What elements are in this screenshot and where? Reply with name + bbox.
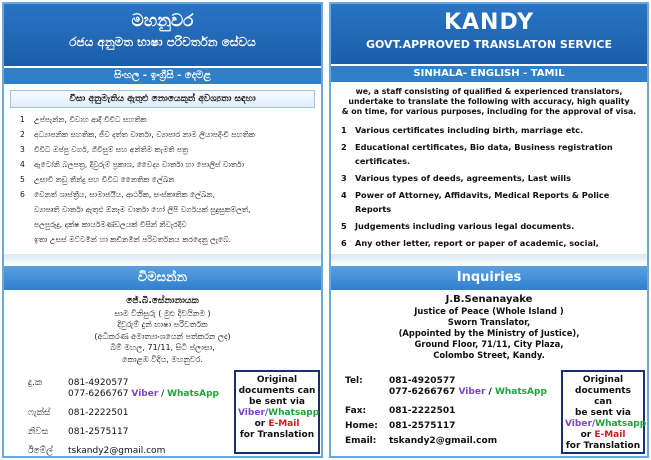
english-contacts: Tel: 081-4920577 077-6266767 Viber / WhatsApp Fax: 081-2222501 Home: 081-2575117 Email: tskandy2@gmail.com <box>345 376 547 446</box>
list-item: 3 විවිධ ඔප්පු වර්ග, ගිවිසුම් සහ අන්තිම කැමති පත්‍ර <box>20 145 189 154</box>
sinhala-original-docs-box: Original documents can be sent via Viber/Whatsapp or E-Mail for Translation <box>234 370 320 454</box>
english-header <box>331 4 647 64</box>
english-title: KANDY <box>443 10 535 35</box>
viber-label: Viber <box>131 389 159 399</box>
divider-band <box>331 254 647 266</box>
list-item: 5 Judgements including various legal documents. <box>341 221 575 231</box>
sinhala-title: මහනුවර <box>131 11 194 31</box>
home-number[interactable]: 081-2575117 <box>389 421 456 431</box>
home-number[interactable]: 081-2575117 <box>68 427 129 437</box>
email-address[interactable]: tskandy2@gmail.com <box>68 446 166 456</box>
phone-2[interactable]: 077-6266767 <box>68 389 129 399</box>
email-address[interactable]: tskandy2@gmail.com <box>389 436 498 446</box>
list-item: 1 Various certificates including birth, marriage etc. <box>341 125 584 135</box>
list-item: 3 Various types of deeds, agreements, Last wills <box>341 173 571 183</box>
list-item: 2 Educational certificates, Bio data, Business registration certificates. <box>341 142 613 166</box>
list-item: 6 වෙනත් ශාස්ත්‍රීය, සාමාජයීය, ආර්ථික, සංස්කෘතික ලේඛන, <box>20 190 215 199</box>
english-panel <box>329 2 649 458</box>
english-original-docs-box: Original documents can be sent via Viber/Whatsapp or E-Mail for Translation <box>561 370 645 454</box>
sinhala-inquiries-title: විමසන්න <box>4 266 321 290</box>
fax-number[interactable]: 081-2222501 <box>68 408 129 418</box>
sinhala-extra-text: ව්‍යාපෘති වාර්තා ඇතුළු ඕනෑම වාර්තා හෝ ලිපි වර්ගයක් සුදුසුකම්ලත්, පලපුරුදු, දක්ෂ කාර්යමණ්ඩලයක් විසින් නිවැරදිව ඉතා උසස් මට්ටමින් හා කඩිනමින් පරිවර්තනය කරදෙනු ලැබේ. <box>34 205 251 244</box>
sinhala-subtitle: රජය අනුමත භාෂා පරිවර්තන සේවය <box>69 35 256 49</box>
list-item: 4 Power of Attorney, Affidavits, Medical Reports & Police Reports <box>341 190 610 214</box>
phone-1[interactable]: 081-4920577 <box>68 378 129 388</box>
fax-number[interactable]: 081-2222501 <box>389 406 456 416</box>
english-person: J.B.Senanayake Justice of Peace (Whole Island ) Sworn Translator, (Appointed by the Ministry of Justice), Ground Floor, 71/11, City Plaza, Colombo Street, Kandy. <box>398 294 580 360</box>
list-item: 2 අධ්‍යාපනික සහතික, ජීව දත්ත වාර්තා, ව්‍යාපාර නාම ලියාපදිංචි සහතික <box>20 130 255 139</box>
list-item: 4 ඇටෝනි බලපත්‍ර, දිවුරුම් ප්‍රකාශ, වෛද්‍ය වාර්තා හා පොලිස් වාර්තා <box>20 160 245 169</box>
english-languages: SINHALA- ENGLISH - TAMIL <box>331 64 647 82</box>
list-item: 6 Any other letter, report or paper of academic, social, <box>341 238 599 248</box>
list-item: 5 උසාවි නඩු තීන්දු සහ විවිධ නෛතික ලේඛන <box>20 175 175 184</box>
whatsapp-label: WhatsApp <box>167 389 219 399</box>
sinhala-panel <box>2 2 323 458</box>
english-service-list <box>341 123 641 264</box>
sinhala-person: ජේ.බී.සේනානායක සාම විනිසුරු ( මුළු දිවයිනම ) දිවුරුම් දුන් භාෂා පරිවර්තක (අධිකරණ අමාත්‍යාංශයෙන් පත්කරන ලද) බිම් මහල, 71/11, සිටි ප්ලාසා, කොළඹ වීදිය, මහනුවර. <box>94 296 231 364</box>
whatsapp-label: WhatsApp <box>494 387 547 397</box>
divider-band <box>4 254 321 266</box>
sinhala-header <box>4 4 321 66</box>
sinhala-intro: වීසා අනුමැතිය ඇතුළු නොයෙකුත් අවශ්‍යතා සඳහා <box>10 90 315 108</box>
sinhala-service-list <box>20 112 313 202</box>
english-intro: we, a staff consisting of qualified & experienced translators, undertake to translate the following with accuracy, high quality & on time, for various purposes, including for the approval of visa. <box>341 87 637 116</box>
sinhala-languages: සිංහල - ඉංග්‍රීසි - දෙමළ <box>4 66 321 84</box>
phone-1[interactable]: 081-4920577 <box>389 376 456 386</box>
list-item: 1 උප්පැන්න, විවාහ ආදී විවිධ සහතික <box>20 115 147 124</box>
english-inquiries-title: Inquiries <box>331 266 647 290</box>
english-subtitle: GOVT.APPROVED TRANSLATON SERVICE <box>365 38 613 51</box>
sinhala-contacts: දු.ක 081-4920577 077-6266767 Viber / WhatsApp ෆැක්ස් 081-2222501 නිවස 081-2575117 ඊමේල් tskandy2@gmail.com <box>28 378 219 456</box>
phone-2[interactable]: 077-6266767 <box>389 387 456 397</box>
viber-label: Viber <box>458 387 486 397</box>
